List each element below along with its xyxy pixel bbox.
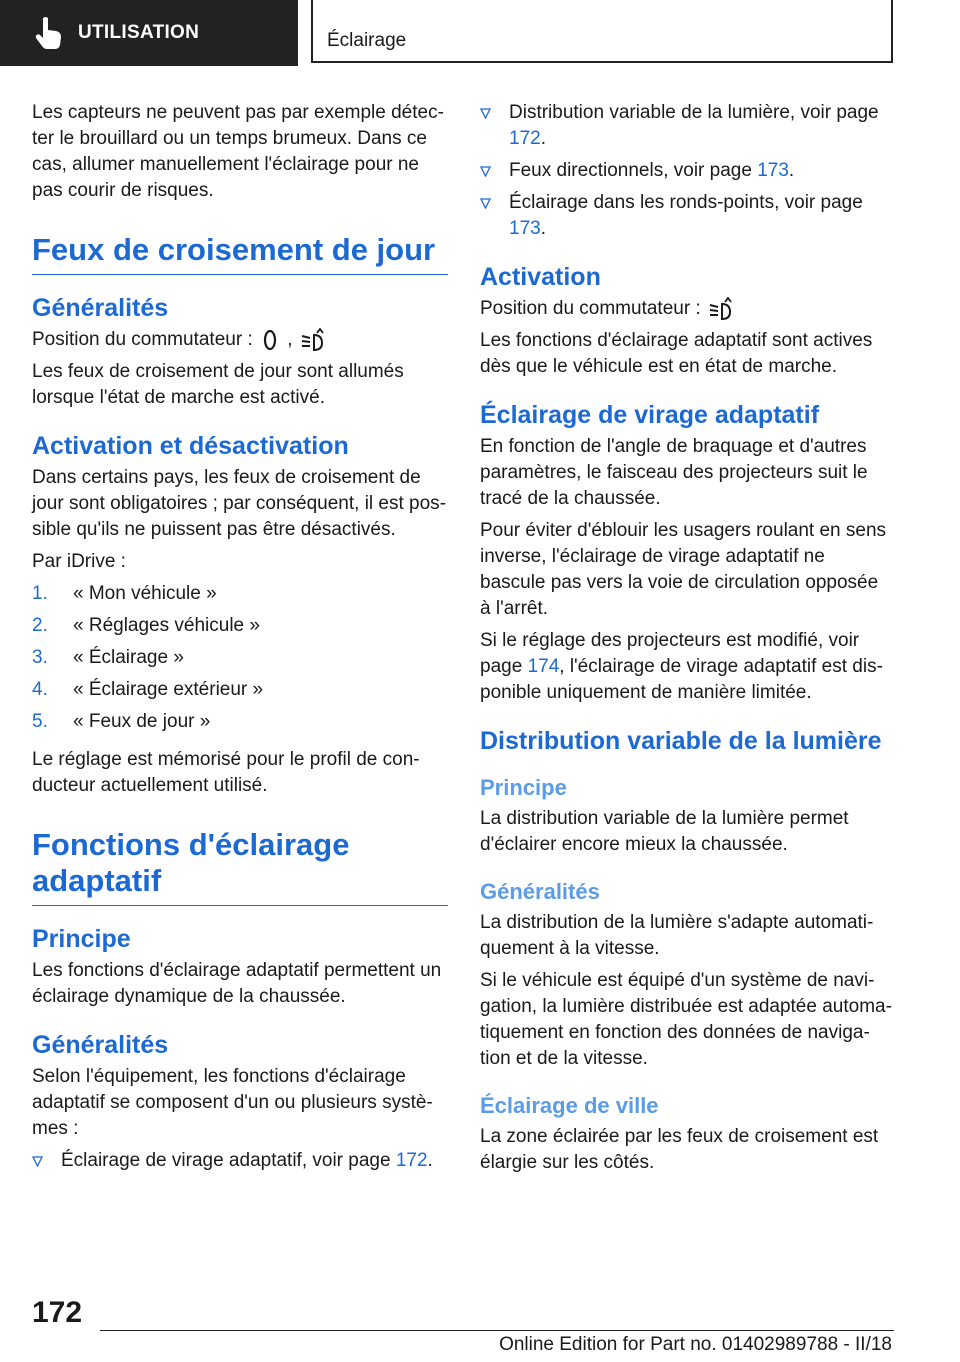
page-header: [0, 0, 960, 66]
left-column: [32, 100, 448, 1180]
steps-list: [32, 581, 448, 741]
curve-paragraph-2: Pour éviter d'éblouir les usagers roulant en sens inverse, l'éclairage de virage adaptatif ne bascule pas vers la voie de circulation opposée à l'arrêt.: [480, 520, 887, 619]
page-link[interactable]: 173: [757, 160, 789, 181]
systems-list-continued: [480, 100, 894, 242]
curve-paragraph-3: Si le réglage des projecteurs est modifié, voir page 174, l'éclairage de virage adaptatif est disponible uniquement de manière limitée.: [480, 630, 883, 703]
activation-text: Dans certains pays, les feux de croisement de jour sont obligatoires ; par conséquent, il est possible qu'ils ne puissent pas être désactivés.: [32, 467, 447, 540]
heading-activation: Activation et désactivation: [32, 432, 349, 460]
heading-general: Généralités: [32, 294, 169, 322]
page-link[interactable]: 174: [527, 656, 560, 677]
page-number: 172: [32, 1296, 83, 1329]
variable-general-1: La distribution de la lumière s'adapte automatiquement à la vitesse.: [480, 912, 874, 959]
heading-principle-sub: Principe: [480, 775, 567, 800]
heading-adaptive: Fonctions d'éclairage adaptatif: [32, 827, 448, 906]
drl-on-text: Les feux de croisement de jour sont allumés lorsque l'état de marche est activé.: [32, 361, 404, 408]
intro-paragraph: Les capteurs ne peuvent pas par exemple détecter le brouillard ou un temps brumeux. Dans ce cas, allumer manuellement l'éclairage pour ne pas courir de risques.: [32, 102, 444, 201]
variable-general-2: Si le véhicule est équipé d'un système de navigation, la lumière distribuée est adaptée automatiquement en fonction des données de navigation et de la vitesse.: [480, 970, 892, 1069]
triangle-bullet-icon: [480, 198, 491, 209]
variable-principle-text: La distribution variable de la lumière permet d'éclairer encore mieux la chaussée.: [480, 808, 849, 855]
section-tab: [0, 0, 298, 66]
list-item: 5. « Feux de jour »: [32, 711, 211, 732]
heading-activation-right: Activation: [480, 263, 601, 291]
edition-footer: Online Edition for Part no. 01402989788 - II/18: [499, 1334, 892, 1355]
triangle-bullet-icon: [32, 1156, 43, 1167]
triangle-bullet-icon: [480, 108, 491, 119]
list-item: 3. « Éclairage »: [32, 647, 184, 668]
topic-label: Éclairage: [327, 30, 407, 51]
list-item: Feux directionnels, voir page 173.: [480, 158, 894, 184]
memorized-text: Le réglage est mémorisé pour le profil de conducteur actuellement utilisé.: [32, 749, 420, 796]
section-label: UTILISATION: [78, 22, 200, 43]
systems-list: [32, 1148, 448, 1174]
list-item: Éclairage dans les ronds-points, voir page 173.: [480, 190, 894, 242]
active-text: Les fonctions d'éclairage adaptatif sont actives dès que le véhicule est en état de marche.: [480, 330, 873, 377]
low-beam-auto-icon: [708, 297, 736, 321]
principle-text: Les fonctions d'éclairage adaptatif permettent un éclairage dynamique de la chaussée.: [32, 960, 442, 1007]
heading-curve-light: Éclairage de virage adaptatif: [480, 401, 820, 429]
topic-tab: [311, 0, 893, 63]
list-item: 4. « Éclairage extérieur »: [32, 679, 264, 700]
triangle-bullet-icon: [480, 166, 491, 177]
curve-paragraph-1: En fonction de l'angle de braquage et d'autres paramètres, le faisceau des projecteurs suit le tracé de la chaussée.: [480, 436, 868, 509]
right-column: [480, 100, 894, 1182]
city-light-text: La zone éclairée par les feux de croisement est élargie sur les côtés.: [480, 1126, 879, 1173]
switch-position-line: Position du commutateur : ,: [32, 327, 448, 353]
page-link[interactable]: 172: [509, 128, 541, 149]
page-link[interactable]: 172: [395, 1150, 428, 1171]
heading-city-light: Éclairage de ville: [480, 1093, 659, 1118]
list-item: 2. « Réglages véhicule »: [32, 615, 260, 636]
list-item: Éclairage de virage adaptatif, voir page 172.: [32, 1148, 448, 1174]
list-item: 1. « Mon véhicule »: [32, 583, 217, 604]
switch-position-line-right: Position du commutateur :: [480, 296, 894, 322]
heading-principle: Principe: [32, 925, 131, 953]
heading-general-2: Généralités: [32, 1031, 169, 1059]
switch-zero-icon: [260, 328, 280, 352]
general2-text: Selon l'équipement, les fonctions d'éclairage adaptatif se composent d'un ou plusieurs systèmes :: [32, 1066, 433, 1139]
low-beam-auto-icon: [300, 328, 328, 352]
page-link[interactable]: 173: [509, 218, 541, 239]
idrive-label: Par iDrive :: [32, 551, 126, 572]
heading-drl: Feux de croisement de jour: [32, 232, 448, 275]
list-item: Distribution variable de la lumière, voir page 172.: [480, 100, 894, 152]
hand-pointer-icon: [34, 16, 64, 50]
footer-divider: [100, 1330, 894, 1331]
heading-general-sub: Généralités: [480, 879, 600, 904]
heading-variable-distribution: Distribution variable de la lumière: [480, 727, 882, 755]
